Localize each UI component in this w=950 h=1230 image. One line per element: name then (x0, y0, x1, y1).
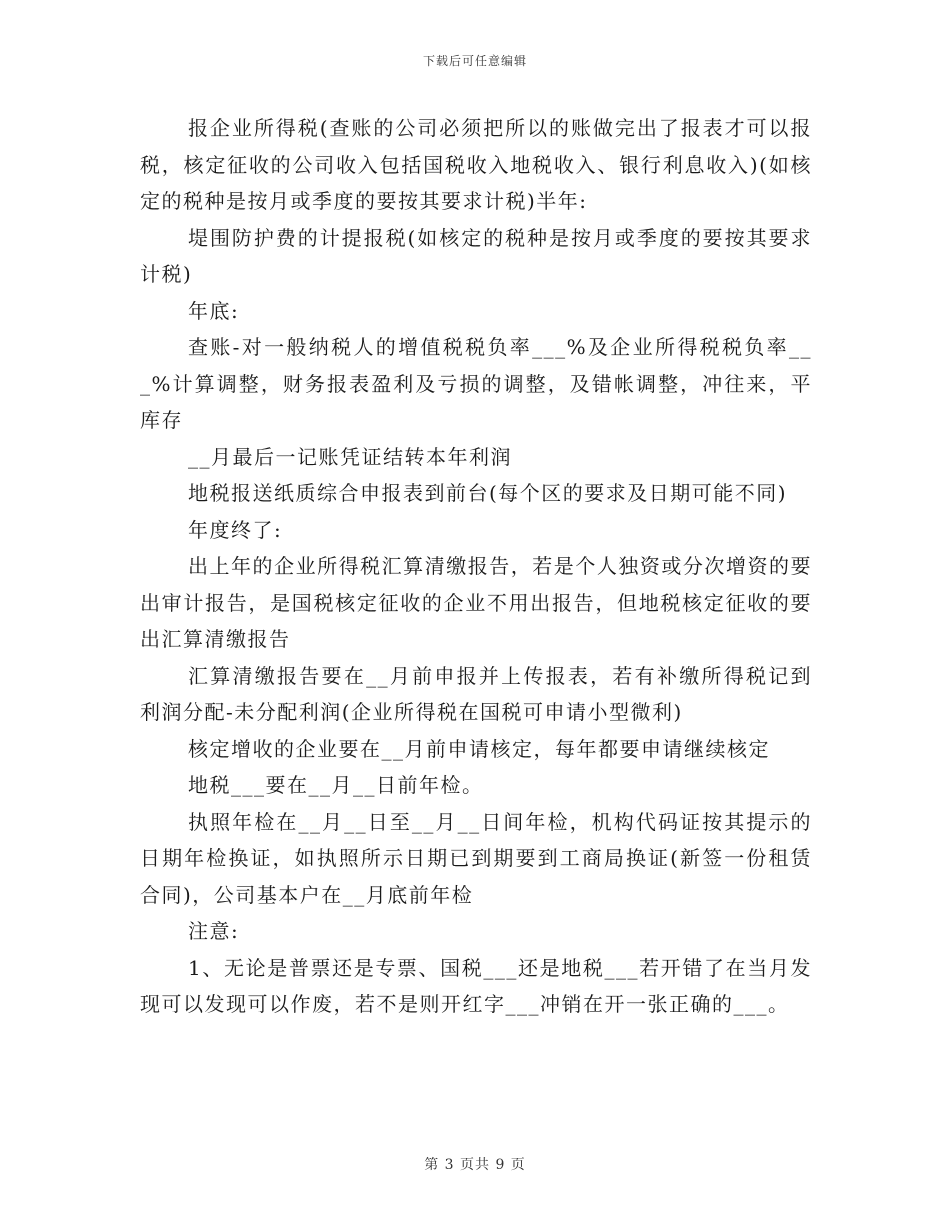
paragraph: 核定增收的企业要在__月前申请核定，每年都要申请继续核定 (188, 736, 770, 761)
page-footer: 第 3 页共 9 页 (424, 1157, 526, 1173)
paragraph: 年度终了: (188, 517, 283, 542)
paragraph: 汇算清缴报告要在__月前申报并上传报表，若有补缴所得税记到利润分配-未分配利润(企业所得税在国税可申请小型微利) (140, 663, 812, 724)
paragraph: 报企业所得税(查账的公司必须把所以的账做完出了报表才可以报税，核定征收的公司收入包括国税收入地税收入、银行利息收入)(如核定的税种是按月或季度的要按其要求计税)半年: (140, 116, 812, 213)
paragraph: 堤围防护费的计提报税(如核定的税种是按月或季度的要按其要求计税) (140, 225, 812, 286)
paragraph: 出上年的企业所得税汇算清缴报告，若是个人独资或分次增资的要出审计报告，是国税核定征收的企业不用出报告，但地税核定征收的要出汇算清缴报告 (140, 554, 812, 651)
document-body (140, 110, 812, 1023)
paragraph: 1、无论是普票还是专票、国税___还是地税___若开错了在当月发现可以发现可以作废，若不是则开红字___冲销在开一张正确的___。 (140, 955, 812, 1016)
paragraph: __月最后一记账凭证结转本年利润 (188, 444, 512, 469)
page-header: 下载后可任意编辑 (422, 54, 527, 68)
paragraph: 执照年检在__月__日至__月__日间年检，机构代码证按其提示的日期年检换证，如执照所示日期已到期要到工商局换证(新签一份租赁合同)，公司基本户在__月底前年检 (140, 809, 812, 907)
paragraph: 年底: (188, 298, 240, 323)
paragraph: 注意: (188, 919, 240, 943)
paragraph: 地税报送纸质综合申报表到前台(每个区的要求及日期可能不同) (188, 481, 788, 505)
paragraph: 地税___要在__月__日前年检。 (188, 773, 484, 797)
paragraph: 查账-对一般纳税人的增值税税负率___%及企业所得税税负率___%计算调整，财务报表盈利及亏损的调整，及错帐调整，冲往来，平库存 (140, 335, 812, 432)
